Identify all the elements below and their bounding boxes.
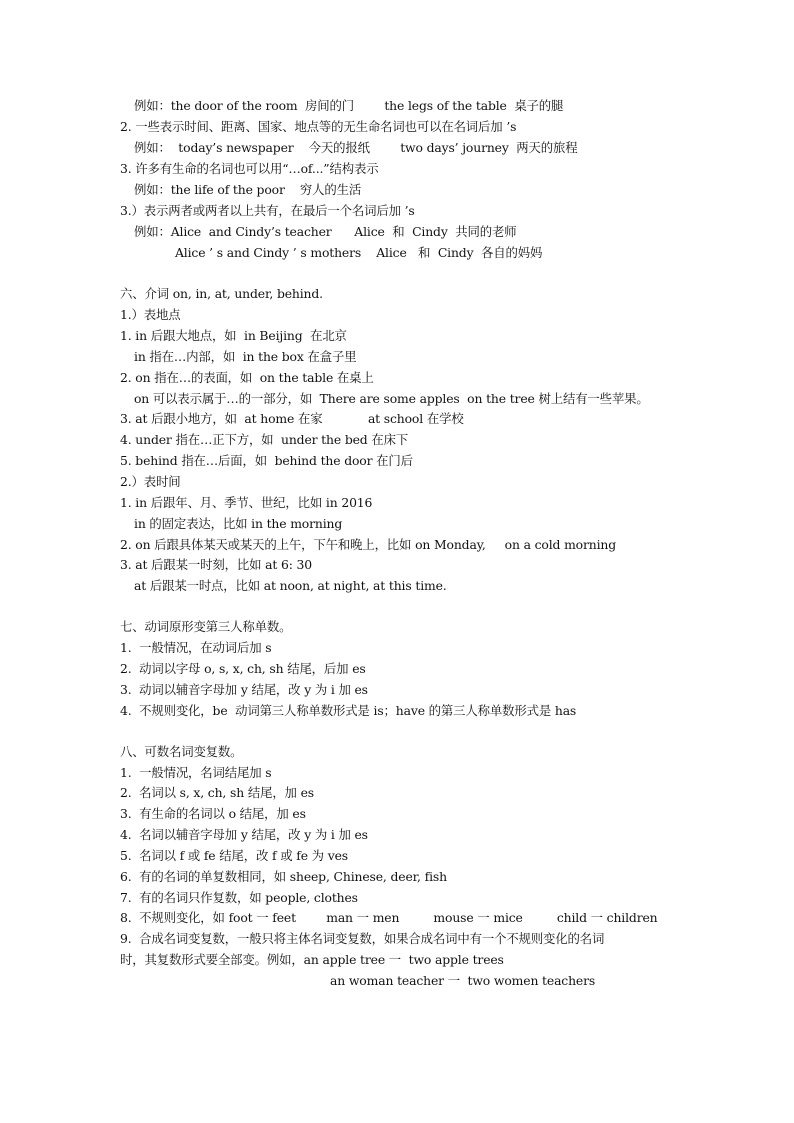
- text-line: 1. in 后跟大地点，如 in Beijing 在北京: [120, 328, 347, 343]
- list-item: 5. 名词以 f 或 fe 结尾，改 f 或 fe 为 ves: [120, 848, 348, 863]
- list-item: 8. 不规则变化，如 foot 一 feet man 一 men mouse 一 mice child 一 children: [120, 910, 658, 925]
- list-item: 6. 有的名词的单复数相同，如 sheep, Chinese, deer, fish: [120, 869, 447, 884]
- section-heading: 六、介词 on, in, at, under, behind.: [120, 286, 323, 301]
- text-line: 1. in 后跟年、月、季节、世纪，比如 in 2016: [120, 495, 373, 510]
- text-line: 3. at 后跟某一时刻，比如 at 6: 30: [120, 557, 312, 572]
- text-line: on 可以表示属于…的一部分，如 There are some apples on the tree 树上结有一些苹果。: [134, 391, 649, 406]
- list-item: 9. 合成名词变复数，一般只将主体名词变复数，如果合成名词中有一个不规则变化的名词: [120, 931, 605, 946]
- section-heading: 八、可数名词变复数。: [120, 744, 243, 759]
- text-line: 例如：the life of the poor 穷人的生活: [134, 182, 362, 197]
- list-item: 4. 不规则变化，be 动词第三人称单数形式是 is；have 的第三人称单数形式是 has: [120, 703, 577, 718]
- text-line: 2. on 后跟具体某天或某天的上午，下午和晚上，比如 on Monday, on a cold morning: [120, 537, 617, 552]
- subsection-heading: 2.）表时间: [120, 474, 181, 489]
- list-item: 2. 名词以 s, x, ch, sh 结尾，加 es: [120, 785, 314, 800]
- text-line: 4. under 指在…正下方，如 under the bed 在床下: [120, 432, 409, 447]
- text-line: 时，其复数形式要全部变。例如，an apple tree 一 two apple trees: [120, 952, 504, 967]
- list-item: 3. 动词以辅音字母加 y 结尾，改 y 为 i 加 es: [120, 682, 368, 697]
- text-line: 例如：the door of the room 房间的门 the legs of the table 桌子的腿: [134, 98, 564, 113]
- text-line: 3. 许多有生命的名词也可以用“…of...”结构表示: [120, 161, 379, 176]
- text-line: 2. on 指在…的表面，如 on the table 在桌上: [120, 370, 374, 385]
- text-line: in 的固定表达，比如 in the morning: [134, 516, 343, 531]
- text-line: 5. behind 指在…后面，如 behind the door 在门后: [120, 453, 413, 468]
- list-item: 1. 一般情况，在动词后加 s: [120, 640, 272, 655]
- list-item: 2. 动词以字母 o, s, x, ch, sh 结尾，后加 es: [120, 661, 366, 676]
- text-line: at 后跟某一时点，比如 at noon, at night, at this time.: [134, 578, 447, 593]
- text-line: Alice ’ s and Cindy ’ s mothers Alice 和 Cindy 各自的妈妈: [175, 245, 543, 260]
- text-line: 3. at 后跟小地方，如 at home 在家 at school 在学校: [120, 411, 464, 426]
- text-line: 例如： today’s newspaper 今天的报纸 two days’ journey 两天的旅程: [134, 140, 578, 155]
- text-line: 3.）表示两者或两者以上共有，在最后一个名词后加 ’s: [120, 203, 415, 218]
- list-item: 1. 一般情况，名词结尾加 s: [120, 765, 272, 780]
- text-line: an woman teacher 一 two women teachers: [330, 973, 596, 988]
- text-line: 2. 一些表示时间、距离、国家、地点等的无生命名词也可以在名词后加 ’s: [120, 119, 517, 134]
- list-item: 3. 有生命的名词以 o 结尾，加 es: [120, 806, 306, 821]
- list-item: 7. 有的名词只作复数，如 people, clothes: [120, 890, 358, 905]
- text-line: 例如：Alice and Cindy’s teacher Alice 和 Cindy 共同的老师: [134, 224, 517, 239]
- subsection-heading: 1.）表地点: [120, 307, 181, 322]
- section-heading: 七、动词原形变第三人称单数。: [120, 619, 292, 634]
- list-item: 4. 名词以辅音字母加 y 结尾，改 y 为 i 加 es: [120, 827, 368, 842]
- text-line: in 指在…内部，如 in the box 在盒子里: [134, 349, 357, 364]
